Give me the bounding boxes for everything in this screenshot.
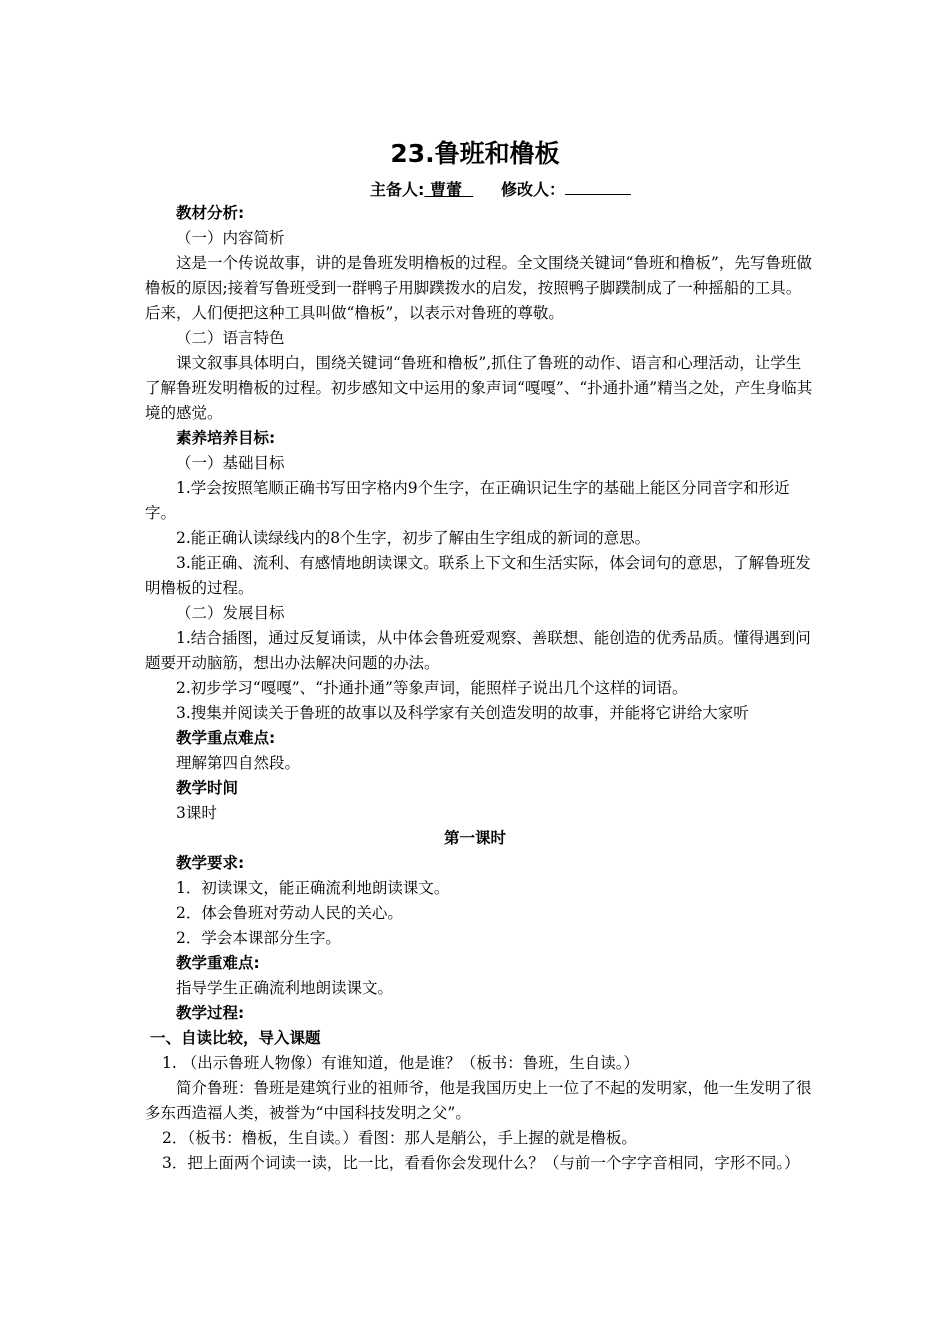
key-heading: 教学重点难点:: [176, 729, 276, 747]
req-1: 1．初读课文，能正确流利地朗读课文。: [176, 879, 450, 897]
editor-blank: [565, 180, 631, 195]
time-text: 3课时: [176, 804, 217, 822]
step-1: 1. （出示鲁班人物像）有谁知道，他是谁？（板书：鲁班，生自读。）: [162, 1054, 639, 1072]
author-line: [370, 177, 631, 200]
goals-heading: 素养培养目标:: [176, 429, 276, 447]
req-heading: 教学要求:: [176, 854, 245, 872]
main-author-label: 主备人:: [370, 180, 425, 199]
goal-1: 1.学会按照笔顺正确书写田字格内9个生字，在正确识记生字的基础上能区分同音字和形近字。: [145, 479, 790, 522]
analysis-sub1: （一）内容简析: [176, 229, 285, 247]
goals-sub1: （一）基础目标: [176, 454, 285, 472]
step-2: 2．（板书：橹板，生自读。）看图：那人是艄公，手上握的就是橹板。: [162, 1129, 637, 1147]
diff-text: 指导学生正确流利地朗读课文。: [176, 979, 394, 997]
step-3: 3．把上面两个词读一读，比一比，看看你会发现什么？（与前一个字字音相同，字形不同。）: [162, 1154, 800, 1172]
dev-goal-1: 1.结合插图，通过反复诵读，从中体会鲁班爱观察、善联想、能创造的优秀品质。懂得遇到问题要开动脑筋，想出办法解决问题的办法。: [145, 629, 811, 672]
diff-heading: 教学重难点:: [176, 954, 260, 972]
lesson-heading: 第一课时: [443, 829, 506, 847]
dev-goal-3: 3.搜集并阅读关于鲁班的故事以及科学家有关创造发明的故事，并能将它讲给大家听: [176, 704, 749, 722]
editor-label: 修改人：: [501, 180, 566, 199]
analysis-para1: 这是一个传说故事，讲的是鲁班发明橹板的过程。全文围绕关键词“鲁班和橹板”，先写鲁班做橹板的原因;接着写鲁班受到一群鸭子用脚蹼拨水的启发，按照鸭子脚蹼制成了一种摇船的工具。后来，人们便把这种工具叫做“橹板”，以表示对鲁班的尊敬。: [145, 254, 812, 322]
dev-goal-2: 2.初步学习“嘎嘎”、“扑通扑通”等象声词，能照样子说出几个这样的词语。: [176, 679, 688, 697]
analysis-sub2: （二）语言特色: [176, 329, 285, 347]
goals-sub2: （二）发展目标: [176, 604, 285, 622]
req-3: 2．学会本课部分生字。: [176, 929, 341, 947]
goal-3: 3.能正确、流利、有感情地朗读课文。联系上下文和生活实际，体会词句的意思，了解鲁班发明橹板的过程。: [145, 554, 811, 597]
analysis-heading: 教材分析:: [176, 204, 245, 222]
goal-2: 2.能正确认读绿线内的8个生字，初步了解由生字组成的新词的意思。: [176, 529, 651, 547]
main-author-name: 曹蕾: [429, 180, 462, 199]
req-2: 2．体会鲁班对劳动人民的关心。: [176, 904, 403, 922]
step-heading: 一、自读比较，导入课题: [150, 1029, 321, 1047]
proc-heading: 教学过程:: [176, 1004, 245, 1022]
time-heading: 教学时间: [176, 779, 239, 797]
page-title: 23.鲁班和橹板: [390, 139, 560, 168]
analysis-para2: 课文叙事具体明白，围绕关键词“鲁班和橹板”,抓住了鲁班的动作、语言和心理活动，让学生了解鲁班发明橹板的过程。初步感知文中运用的象声词“嘎嘎”、“扑通扑通”精当之处，产生身临其境的感觉。: [145, 354, 813, 422]
intro-text: 简介鲁班：鲁班是建筑行业的祖师爷，他是我国历史上一位了不起的发明家，他一生发明了很多东西造福人类，被誉为“中国科技发明之父”。: [145, 1079, 812, 1122]
key-text: 理解第四自然段。: [176, 754, 301, 772]
